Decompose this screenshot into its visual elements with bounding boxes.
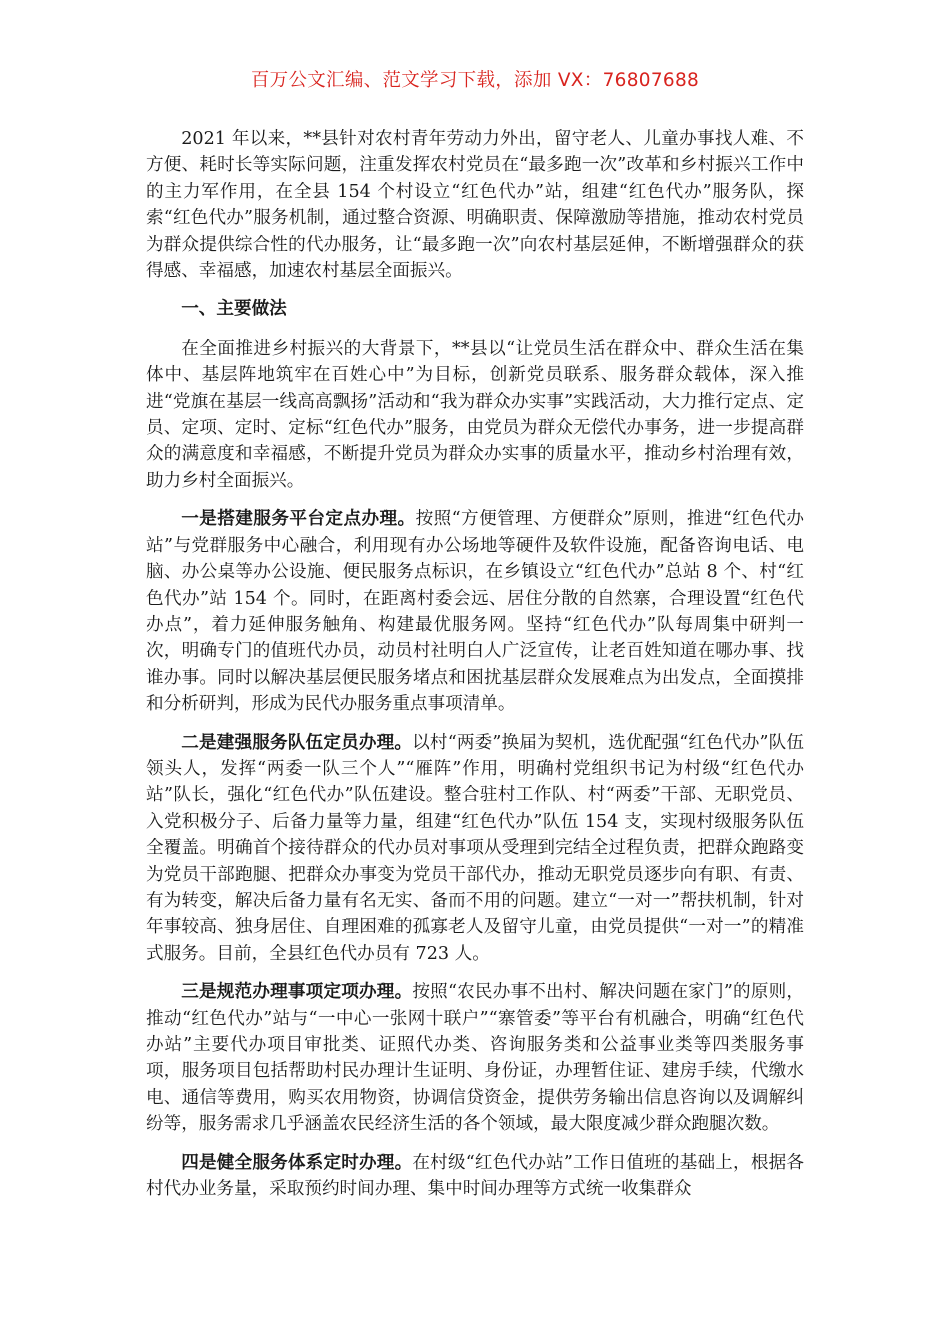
item-text: 按照“农民办事不出村、解决问题在家门”的原则，推动“红色代办”站与“一中心一张网十联户”“寨管委”等平台有机融合，明确“红色代办站”主要代办项目审批类、证照代办类、咨询服务类和公益事业类等四类服务事项，服务项目包括帮助村民办理计生证明、身份证，办理暂住证、建房手续，代缴水电、通信等费用，购买农用物资，协调信贷资金，提供劳务输出信息咨询以及调解纠纷等，服务需求几乎涵盖农民经济生活的各个领域，最大限度减少群众跑腿次数。 xyxy=(146,982,804,1135)
header-banner: 百万公文汇编、范文学习下载，添加 VX：76807688 xyxy=(250,70,700,91)
item-paragraph-1 xyxy=(146,506,804,717)
overview-paragraph: 在全面推进乡村振兴的大背景下，**县以“让党员生活在群众中、群众生活在集体中、基层阵地筑牢在百姓心中”为目标，创新党员联系、服务群众载体，深入推进“党旗在基层一线高高飘扬”活动和“我为群众办实事”实践活动，大力推行定点、定员、定项、定时、定标“红色代办”服务，由党员为群众无偿代办事务，进一步提高群众的满意度和幸福感，不断提升党员为群众办实事的质量水平，推动乡村治理有效，助力乡村全面振兴。 xyxy=(146,338,804,491)
item-text: 以村“两委”换届为契机，选优配强“红色代办”队伍领头人，发挥“两委一队三个人”“雁阵”作用，明确村党组织书记为村级“红色代办站”队长，强化“红色代办”队伍建设。整合驻村工作队、村“两委”干部、无职党员、入党积极分子、后备力量等力量，组建“红色代办”队伍 154 支，实现村级服务队伍全覆盖。明确首个接待群众的代办员对事项从受理到完结全过程负责，把群众跑路变为党员干部跑腿、把群众办事变为党员干部代办，推动无职党员逐步向有职、有责、有为转变，解决后备力量有名无实、备而不用的问题。建立“一对一”帮扶机制，针对年事较高、独身居住、自理困难的孤寡老人及留守儿童，由党员提供“一对一”的精准式服务。目前，全县红色代办员有 723 人。 xyxy=(146,732,804,964)
item-paragraph-3 xyxy=(146,979,804,1137)
document-body xyxy=(146,126,804,1214)
item-text: 按照“方便管理、方便群众”原则，推进“红色代办站”与党群服务中心融合，利用现有办公场地等硬件及软件设施，配备咨询电话、电脑、办公桌等办公设施、便民服务点标识，在乡镇设立“红色代办”总站 8 个、村“红色代办”站 154 个。同时，在距离村委会远、居住分散的自然寨，合理设置“红色代办点”，着力延伸服务触角、构建最优服务网。坚持“红色代办”队每周集中研判一次，明确专门的值班代办员，动员村社明白人广泛宣传，让老百姓知道在哪办事、找谁办事。同时以解决基层便民服务堵点和困扰基层群众发展难点为出发点，全面摸排和分析研判，形成为民代办服务重点事项清单。 xyxy=(146,509,804,715)
item-lead: 一是搭建服务平台定点办理。 xyxy=(181,509,416,530)
item-lead: 三是规范办理事项定项办理。 xyxy=(181,982,413,1003)
section-heading: 一、主要做法 xyxy=(181,299,287,320)
intro-paragraph: 2021 年以来，**县针对农村青年劳动力外出，留守老人、儿童办事找人难、不方便、耗时长等实际问题，注重发挥农村党员在“最多跑一次”改革和乡村振兴工作中的主力军作用，在全县 154 个村设立“红色代办”站，组建“红色代办”服务队，探索“红色代办”服务机制，通过整合资源、明确职责、保障激励等措施，推动农村党员为群众提供综合性的代办服务，让“最多跑一次”向农村基层延伸，不断增强群众的获得感、幸福感，加速农村基层全面振兴。 xyxy=(146,129,804,282)
item-lead: 二是建强服务队伍定员办理。 xyxy=(181,732,413,753)
item-lead: 四是健全服务体系定时办理。 xyxy=(181,1152,413,1173)
item-text: 在村级“红色代办站”工作日值班的基础上，根据各村代办业务量，采取预约时间办理、集中时间办理等方式统一收集群众 xyxy=(146,1152,804,1200)
item-paragraph-4 xyxy=(146,1150,804,1203)
item-paragraph-2 xyxy=(146,730,804,968)
